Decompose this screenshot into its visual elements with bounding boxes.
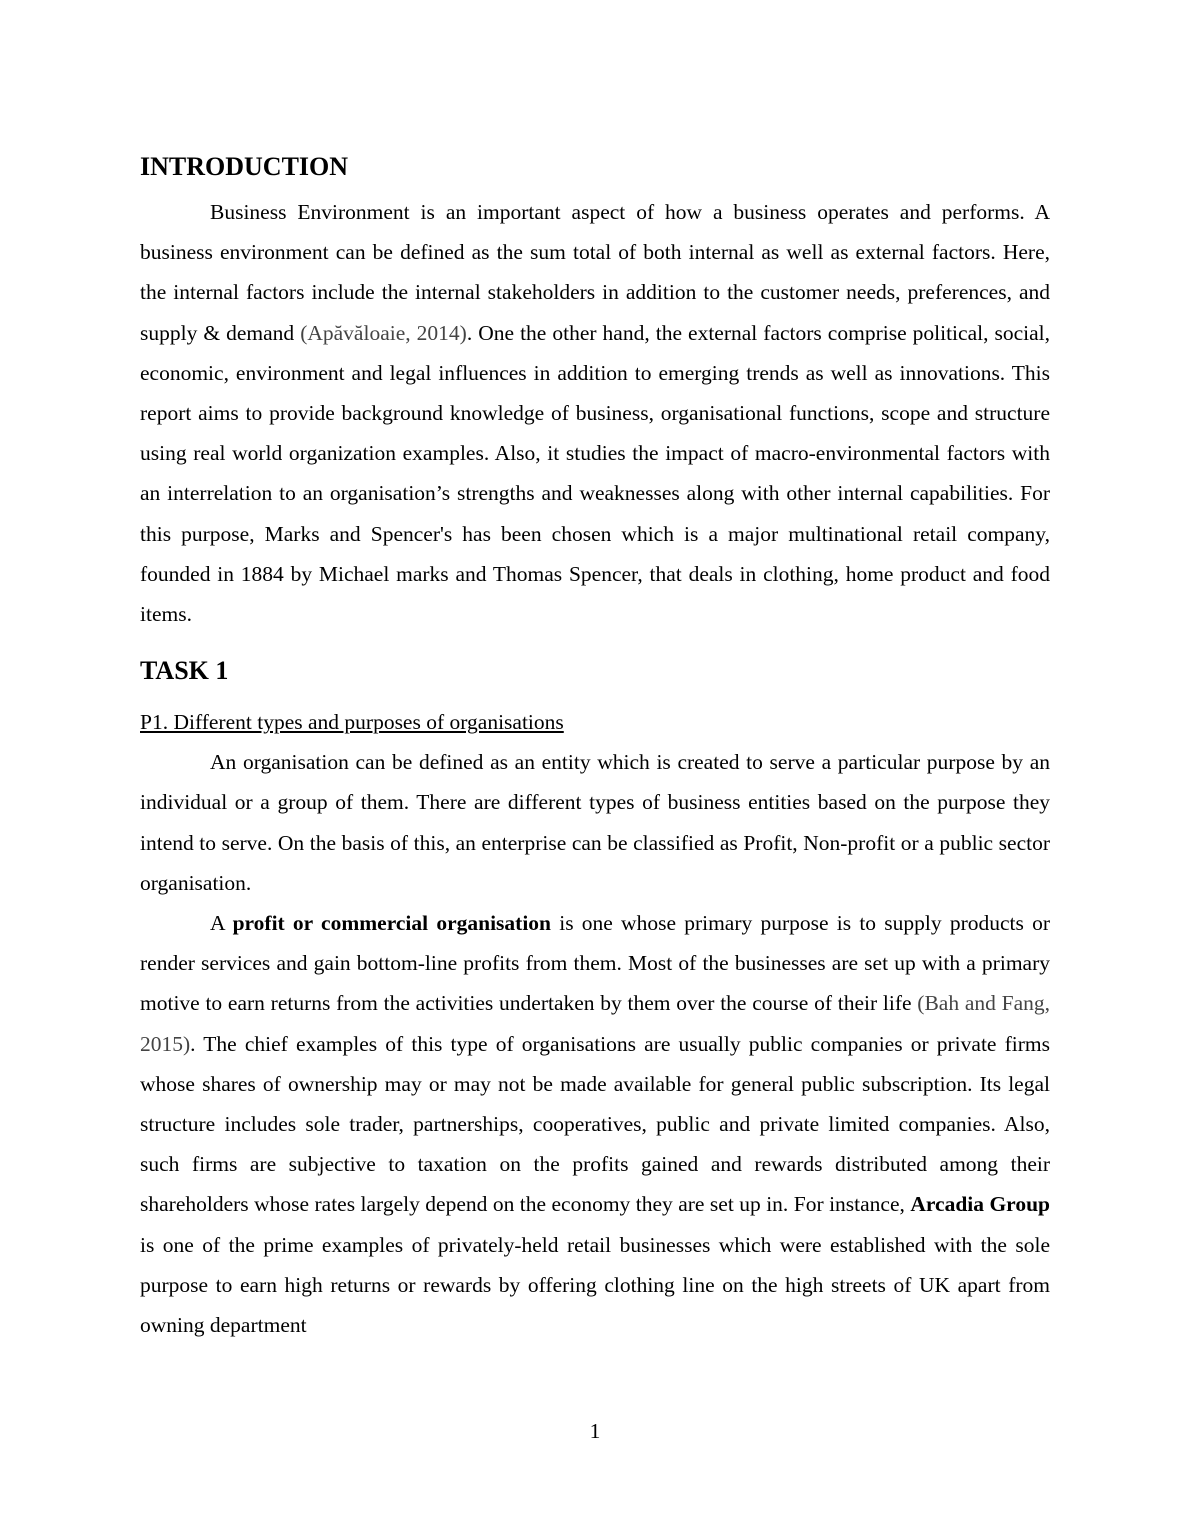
intro-text-2: . One the other hand, the external factors comprise political, social, economic, environment and legal influences in addition to emerging trends as well as innovations. This report aims to provide background knowledge of business, organisational functions, scope and structure using real world organization examples. Also, it studies the impact of macro-environmental factors with an interrelation to an organisation’s strengths and weaknesses along with other internal capabilities. For this purpose, Marks and Spencer's has been chosen which is a major multinational retail company, founded in 1884 by Michael marks and Thomas Spencer, that deals in clothing, home product and food items. (140, 320, 1051, 627)
arcadia-group-bold: Arcadia Group (910, 1192, 1050, 1217)
introduction-heading: INTRODUCTION (140, 152, 349, 181)
organisation-definition-paragraph: An organisation can be defined as an entity which is created to serve a particular purpose by an individual or a group of them. There are different types of business entities based on the purpose they intend to serve. On the basis of this, an enterprise can be classified as Profit, Non-profit or a public sector organisation. (140, 750, 1050, 895)
page-number: 1 (589, 1419, 601, 1443)
p2-text-2: is one whose primary purpose is to supply products or render services and gain bottom-line profits from them. Most of the businesses are set up with a primary motive to earn returns from the activities undertaken by them over the course of their life (140, 911, 1050, 1016)
page-content (140, 150, 1050, 1345)
profit-org-bold-term: profit or commercial organisation (232, 911, 552, 936)
intro-text-1: Business Environment is an important aspect of how a business operates and performs. A business environment can be defined as the sum total of both internal as well as external factors. Here, the internal factors include the internal stakeholders in addition to the customer needs, preferences, and supply & demand (140, 200, 1050, 345)
citation-bah-fang: (Bah and Fang, 2015) (140, 991, 1050, 1056)
p2-text-4: is one of the prime examples of privately-held retail businesses which were established with the sole purpose to earn high returns or rewards by offering clothing line on the high streets of UK apart from owning department (140, 1232, 1050, 1338)
p2-text-3: . The chief examples of this type of organisations are usually public companies or private firms whose shares of ownership may or may not be made available for general public subscription. Its legal structure includes sole trader, partnerships, cooperatives, public and private limited companies. Also, such firms are subjective to taxation on the profits gained and rewards distributed among their shareholders whose rates largely depend on the economy they are set up in. For instance, (140, 1031, 1050, 1217)
introduction-paragraph (140, 192, 1050, 634)
p1-subheading: P1. Different types and purposes of organisations (140, 710, 564, 735)
p2-text-1: A (210, 911, 233, 936)
citation-apavaloaie: (Apăvăloaie, 2014) (300, 320, 467, 345)
profit-organisation-paragraph (140, 903, 1050, 1345)
task-1-heading: TASK 1 (140, 656, 229, 686)
